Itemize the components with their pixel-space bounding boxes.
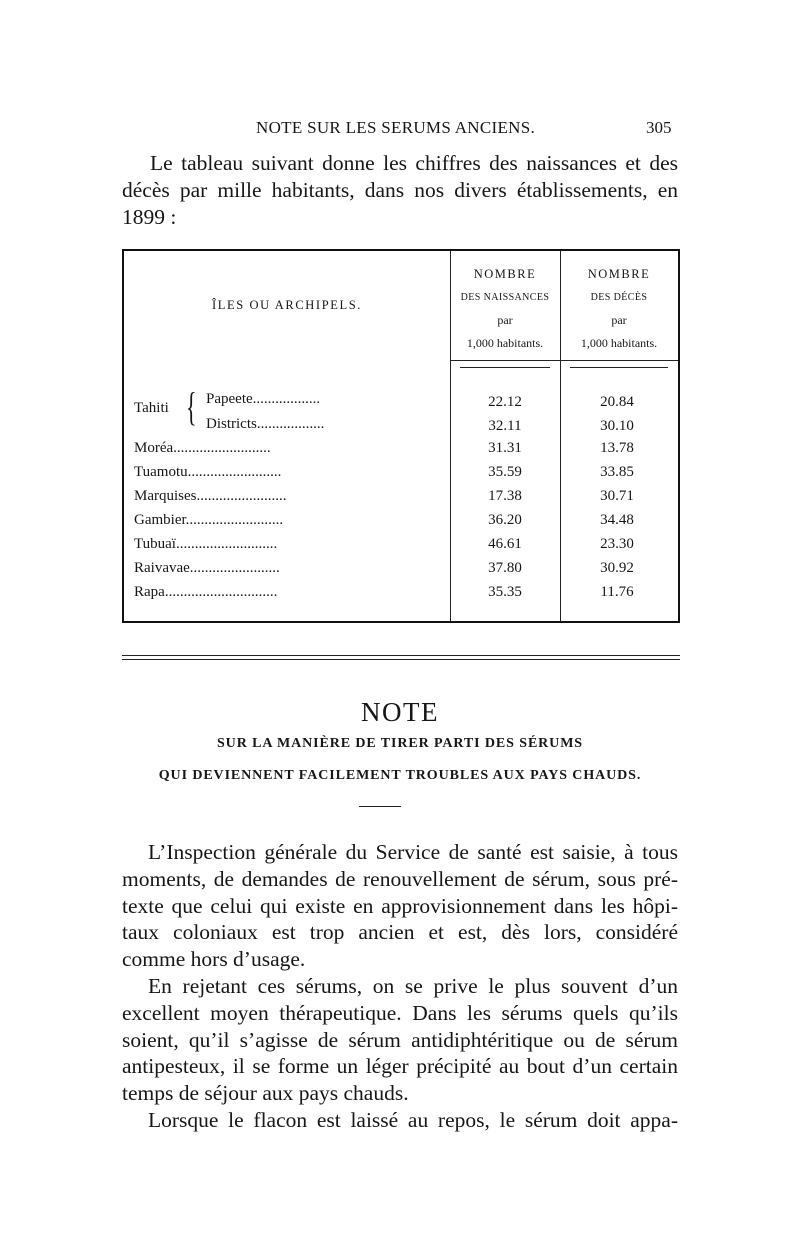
births-value: 31.31 [488,440,522,456]
row-label: Marquises........................ [134,488,287,504]
row-label: Tubuaï........................... [134,536,278,552]
row-label: Tuamotu......................... [134,464,282,480]
births-value: 17.38 [488,488,522,504]
body-line: L’Inspection générale du Service de santé est saisie, à tous [148,840,678,864]
body-text [122,839,678,1134]
header-rule-short [570,367,668,368]
brace: { [186,384,197,429]
births-value: 22.12 [488,394,522,410]
running-title: NOTE SUR LES SERUMS ANCIENS. [256,118,536,137]
separator-rule [122,655,680,656]
body-line: comme hors d’usage. [122,947,306,972]
statistics-table [122,249,680,623]
deaths-value: 30.92 [600,560,634,576]
body-line: Lorsque le flacon est laissé au repos, le sérum doit appa- [148,1107,678,1132]
births-value: 37.80 [488,560,522,576]
row-label: Papeete.................. [206,391,321,407]
row-label: Districts.................. [206,416,325,432]
deaths-value: 13.78 [600,440,634,456]
body-line: taux coloniaux est trop ancien et est, dès lors, considéré [122,920,678,945]
births-value: 35.35 [488,584,522,600]
col-header-islands: ÎLES OU ARCHIPELS. [212,298,362,312]
intro-paragraph [122,150,678,231]
deaths-value: 30.10 [600,418,634,434]
body-line: texte que celui qui existe en approvisionnement dans les hôpi- [122,893,678,918]
deaths-value: 11.76 [600,584,634,600]
intro-line: décès par mille habitants, dans nos divers établissements, en [122,178,678,202]
note-title: NOTE [361,697,439,727]
intro-line: 1899 : [122,205,177,229]
row-label: Rapa.............................. [134,584,278,600]
page-number: 305 [646,118,672,137]
births-value: 32.11 [488,418,522,434]
deaths-value: 33.85 [600,464,634,480]
note-subtitle: SUR LA MANIÈRE DE TIRER PARTI DES SÉRUMS [217,736,583,751]
body-line: moments, de demandes de renouvellement de sérum, sous pré- [122,866,678,891]
deaths-value: 30.71 [600,488,634,504]
body-line: excellent moyen thérapeutique. Dans les sérums quels qu’ils [122,1000,678,1025]
row-label: Gambier.......................... [134,512,284,528]
short-rule [359,806,401,807]
separator-rule [122,659,680,660]
body-line: antipesteux, il se forme un léger précipité au bout d’un certain [122,1054,678,1079]
intro-line: Le tableau suivant donne les chiffres des naissances et des [150,151,678,175]
row-label: Raivavae........................ [134,560,280,576]
body-line: temps de séjour aux pays chauds. [122,1081,409,1106]
deaths-value: 23.30 [600,536,634,552]
col-header-deaths: NOMBRE DES DÉCÈS par 1,000 habitants. [580,267,658,350]
row-label: Moréa.......................... [134,440,271,456]
header-rule [450,360,678,361]
header-rule-short [460,367,550,368]
col-header-births: NOMBRE DES NAISSANCES par 1,000 habitants. [460,267,550,350]
births-value: 35.59 [488,464,522,480]
note-subtitle: QUI DEVIENNENT FACILEMENT TROUBLES AUX PAYS CHAUDS. [158,768,642,783]
births-value: 36.20 [488,512,522,528]
body-line: En rejetant ces sérums, on se prive le plus souvent d’un [148,973,678,998]
deaths-value: 20.84 [600,394,634,410]
row-label-tahiti: Tahiti [134,400,169,416]
deaths-value: 34.48 [600,512,634,528]
births-value: 46.61 [488,536,522,552]
body-line: soient, qu’il s’agisse de sérum antidiphtéritique ou de sérum [122,1027,678,1052]
